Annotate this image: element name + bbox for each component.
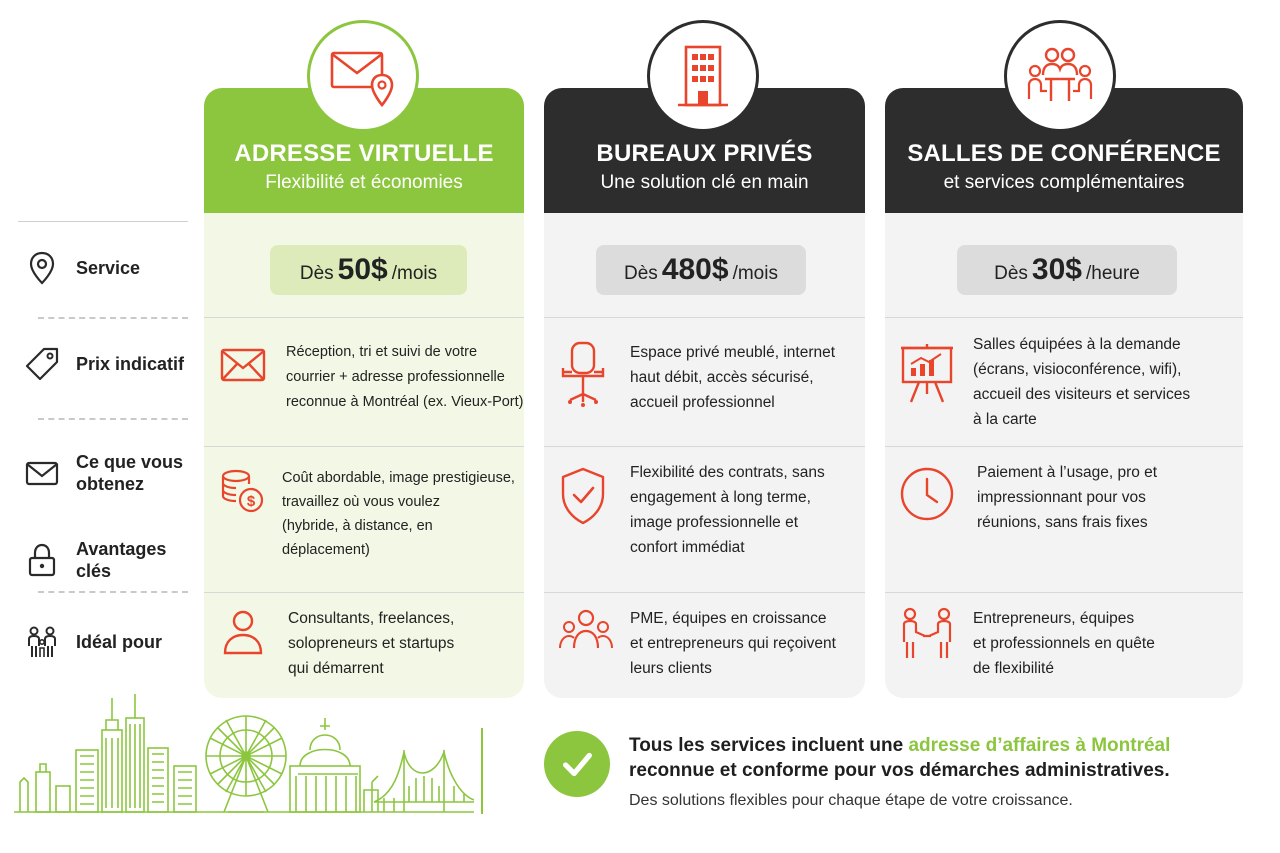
coins-icon — [218, 466, 268, 516]
divider — [544, 317, 865, 318]
divider — [204, 446, 524, 447]
handshake-icon — [899, 606, 955, 662]
location-pin-icon — [24, 250, 60, 286]
building-badge — [647, 20, 759, 132]
cell-ideal: Entrepreneurs, équipes et professionnels en quête de flexibilité — [885, 606, 1243, 681]
svg-text:$: $ — [246, 493, 256, 510]
cell-advantages: Flexibilité des contrats, sans engagement à long terme, image professionnelle et confort immédiat — [544, 460, 865, 560]
price-pill: Dès 30$ /heure — [957, 245, 1177, 295]
column-title: BUREAUX PRIVÉS — [596, 140, 813, 167]
divider — [544, 446, 865, 447]
column-title: SALLES DE CONFÉRENCE — [907, 140, 1221, 167]
row-label-obtain-line2: obtenez — [76, 474, 145, 494]
column-private-offices — [544, 88, 865, 698]
cell-ideal: Consultants, freelances, solopreneurs et startups qui démarrent — [204, 606, 524, 681]
checkmark-icon — [558, 745, 596, 783]
cell-obtain: Salles équipées à la demande (écrans, visioconférence, wifi), accueil des visiteurs et services à la carte — [885, 332, 1243, 432]
cell-ideal: PME, équipes en croissance et entrepreneurs qui reçoivent leurs clients — [544, 606, 865, 681]
price-pill: Dès 480$ /mois — [596, 245, 806, 295]
price-value: 480$ — [661, 253, 729, 286]
envelope-icon — [24, 455, 60, 491]
shield-check-icon — [558, 466, 608, 526]
office-chair-icon — [558, 340, 608, 410]
column-subtitle: Une solution clé en main — [600, 172, 809, 193]
column-subtitle: et services complémentaires — [943, 172, 1185, 193]
divider — [885, 446, 1243, 447]
lock-icon — [24, 542, 60, 578]
price-value: 50$ — [337, 253, 388, 286]
cell-obtain: Réception, tri et suivi de votre courrier + adresse professionnelle reconnue à Montréal (ex. Vieux-Port) — [204, 340, 524, 415]
cell-advantages: $ Coût abordable, image prestigieuse, travaillez où vous voulez (hybride, à distance, en déplacement) — [204, 466, 524, 562]
footer-divider — [481, 728, 483, 814]
family-icon — [24, 624, 60, 660]
row-label-advantages — [24, 538, 166, 582]
divider — [885, 592, 1243, 593]
row-label-obtain — [24, 451, 183, 495]
meeting-table-icon — [1025, 41, 1095, 111]
left-divider — [38, 317, 188, 319]
row-label-ideal: Idéal pour — [24, 624, 162, 660]
footer-highlight: adresse d’affaires à Montréal — [908, 735, 1171, 756]
team-group-icon — [558, 606, 614, 656]
cell-obtain: Espace privé meublé, internet haut débit, accès sécurisé, accueil professionnel — [544, 340, 865, 415]
check-badge — [544, 731, 610, 797]
row-label-advantages-line2: clés — [76, 561, 112, 581]
presentation-board-icon — [899, 342, 955, 406]
column-conference-rooms — [885, 88, 1243, 698]
montreal-skyline-illustration — [14, 690, 474, 815]
footer-subtitle: Des solutions flexibles pour chaque étape de votre croissance. — [629, 792, 1073, 809]
mail-location-icon — [328, 41, 398, 111]
person-icon — [218, 606, 268, 656]
row-label-price: Prix indicatif — [24, 346, 184, 382]
footer-headline: Tous les services incluent une adresse d’affaires à Montréal reconnue et conforme pour vos démarches administratives. — [629, 735, 1171, 781]
row-label-service: Service — [24, 250, 140, 286]
left-divider — [38, 418, 188, 420]
divider — [885, 317, 1243, 318]
column-title: ADRESSE VIRTUELLE — [234, 140, 494, 167]
price-tag-icon — [24, 346, 60, 382]
cell-advantages: Paiement à l’usage, pro et impressionnant pour vos réunions, sans frais fixes — [885, 460, 1243, 535]
row-label-advantages-line1: Avantages — [76, 539, 167, 559]
column-virtual-address — [204, 88, 524, 698]
envelope-icon — [218, 340, 268, 390]
divider — [204, 317, 524, 318]
office-building-icon — [668, 41, 738, 111]
column-subtitle: Flexibilité et économies — [265, 172, 463, 193]
row-label-obtain-line1: Ce que vous — [76, 452, 184, 472]
mail-location-badge — [307, 20, 419, 132]
clock-icon — [899, 466, 955, 522]
price-value: 30$ — [1031, 253, 1082, 286]
divider — [544, 592, 865, 593]
left-top-rule — [18, 221, 188, 222]
left-divider — [38, 591, 188, 593]
meeting-badge — [1004, 20, 1116, 132]
divider — [204, 592, 524, 593]
price-pill: Dès 50$ /mois — [270, 245, 467, 295]
